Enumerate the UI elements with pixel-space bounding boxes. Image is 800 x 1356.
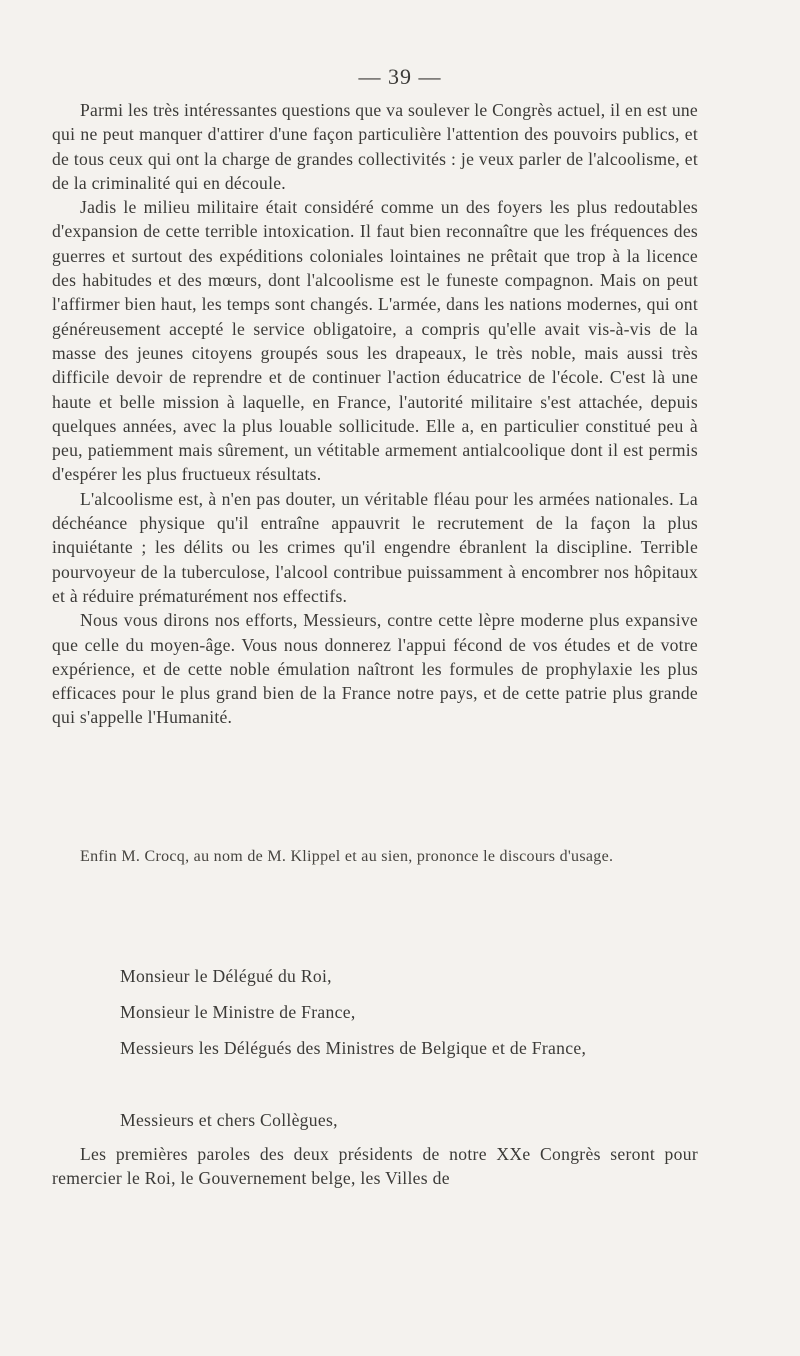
paragraph-alcoholism-scourge: L'alcoolisme est, à n'en pas douter, un véritable fléau pour les armées nationales. La déchéance physique qu'il entraîne appauvrit le recrutement de la façon la plus inquiétante ; les délits ou les crimes qu'il engendre ébranlent la discipline. Terrible pourvoyeur de la tuberculose, l'alcool contribue puissamment à encombrer nos hôpitaux et à réduire prématurément nos effectifs. <box>52 488 698 606</box>
salutation-delegate: Monsieur le Délégué du Roi, <box>120 966 332 986</box>
salutation-delegates-ministers: Messieurs les Délégués des Ministres de Belgique et de France, <box>120 1038 587 1058</box>
speech-note: Enfin M. Crocq, au nom de M. Klippel et au sien, prononce le discours d'usage. <box>80 848 614 865</box>
paragraph-military-history: Jadis le milieu militaire était considéré comme un des foyers les plus redoutables d'expansion de cette terrible intoxication. Il faut bien reconnaître que les fréquences des guerres et surtout des expéditions coloniales lointaines ne prêtait que trop à la licence des habitudes et des mœurs, dont l'alcoolisme est le funeste compagnon. Mais on peut l'affirmer bien haut, les temps sont changés. L'armée, dans les nations modernes, qui ont généreusement accepté le service obligatoire, a compris qu'elle avait vis-à-vis de la masse des jeunes citoyens groupés sous les drapeaux, le très noble, mais aussi très difficile devoir de reprendre et de continuer l'action éducatrice de l'école. C'est là une haute et belle mission à laquelle, en France, l'autorité militaire s'est attachée, depuis quelques années, avec la plus louable sollicitude. Elle a, en particulier constitué peu à peu, patiemment mais sûrement, un vétitable armement antialcoolique dont il est permis d'espérer les plus fructueux résultats. <box>52 197 698 485</box>
salutation-colleagues: Messieurs et chers Collègues, <box>120 1110 338 1130</box>
salutations <box>120 964 700 1072</box>
paragraph-intro: Parmi les très intéressantes questions que va soulever le Congrès actuel, il en est une qui ne peut manquer d'attirer d'une façon particulière l'attention des pouvoirs publics, et de tous ceux qui ont la charge de grandes collectivités : je veux parler de l'alcoolisme, et de la criminalité qui en découle. <box>52 100 698 193</box>
main-text <box>52 98 698 730</box>
salutation-minister: Monsieur le Ministre de France, <box>120 1002 356 1022</box>
paragraph-efforts: Nous vous dirons nos efforts, Messieurs, contre cette lèpre moderne plus expansive que celle du moyen-âge. Vous nous donnerez l'appui fécond de vos études et de votre expérience, et de cette noble émulation naîtront les formules de prophylaxie les plus efficaces pour le plus grand bien de la France notre pays, et de cette patrie plus grande qui s'appelle l'Humanité. <box>52 610 698 728</box>
page-number: — 39 — <box>358 64 442 89</box>
paragraph-thanks: Les premières paroles des deux présidents de notre XXe Congrès seront pour remercier le Roi, le Gouvernement belge, les Villes de <box>52 1144 698 1189</box>
